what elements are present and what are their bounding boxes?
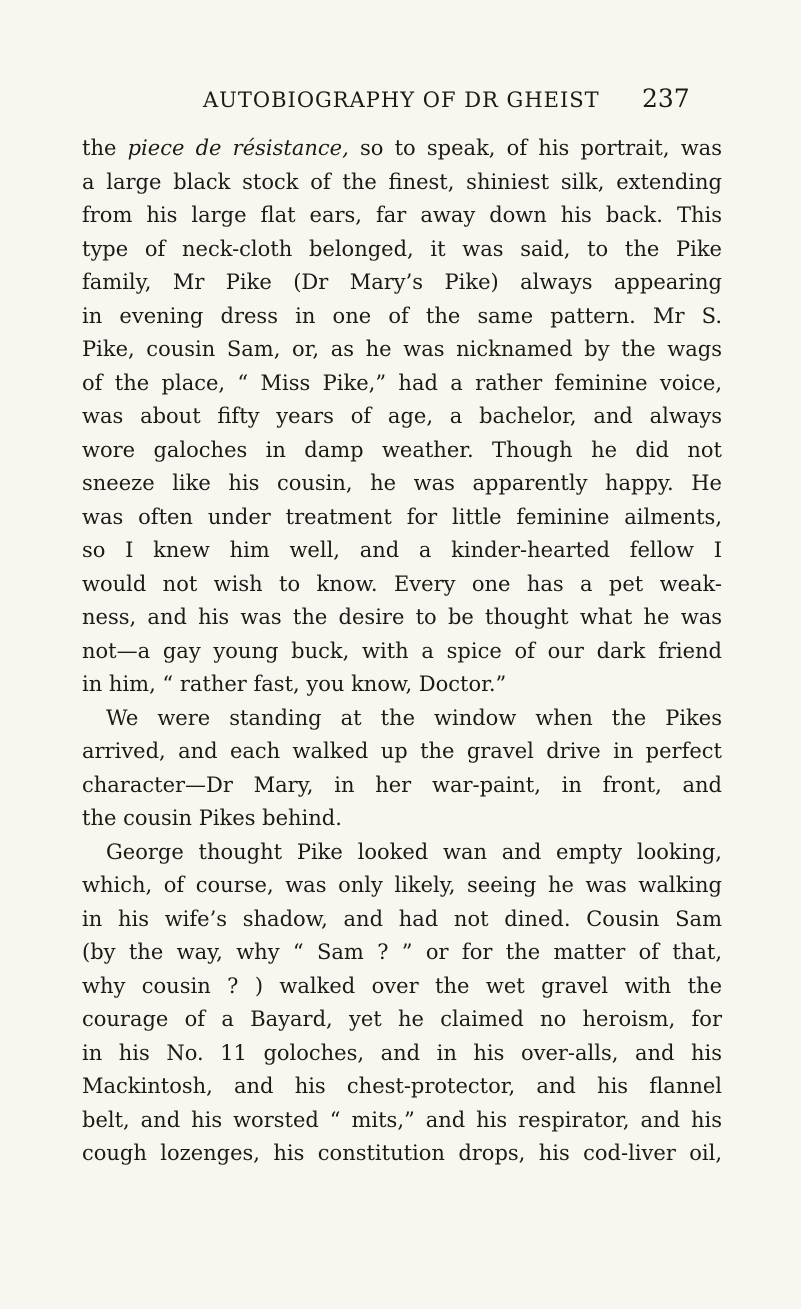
text-line: of the place, “ Miss Pike,” had a rather feminine voice, <box>82 370 722 395</box>
paragraph-start-line: George thought Pike looked wan and empty looking, <box>106 839 722 864</box>
text-line: so I knew him well, and a kinder-hearted fellow I <box>82 538 722 562</box>
text-line: Pike, cousin Sam, or, as he was nicknamed by the wags <box>82 337 722 361</box>
text-line: family, Mr Pike (Dr Mary’s Pike) always appearing <box>82 270 722 294</box>
paragraph-start-line: We were standing at the window when the Pikes <box>106 705 722 730</box>
text-line: ness, and his was the desire to be thought what he was <box>82 605 722 629</box>
text-line: cough lozenges, his constitution drops, his cod-liver oil, <box>82 1141 722 1165</box>
text-line: wore galoches in damp weather. Though he did not <box>82 437 722 462</box>
text-line: (by the way, why “ Sam ? ” or for the matter of that, <box>82 940 722 964</box>
text-line: in evening dress in one of the same pattern. Mr S. <box>82 303 722 328</box>
text-line: type of neck-cloth belonged, it was said, to the Pike <box>82 236 722 261</box>
text-line: a large black stock of the finest, shiniest silk, extending <box>82 169 722 194</box>
text-run: the <box>82 136 128 160</box>
text-line: why cousin ? ) walked over the wet gravel with the <box>82 973 722 998</box>
text-line: character—Dr Mary, in her war-paint, in front, and <box>82 772 722 797</box>
paragraph-end-line: in him, “ rather fast, you know, Doctor.” <box>82 672 507 696</box>
text-line <box>82 132 722 166</box>
text-line: would not wish to know. Every one has a pet weak- <box>82 571 722 596</box>
text-line: from his large flat ears, far away down his back. This <box>82 203 722 227</box>
text-line: courage of a Bayard, yet he claimed no heroism, for <box>82 1007 722 1031</box>
text-line: was often under treatment for little feminine ailments, <box>82 504 722 529</box>
text-line: not—a gay young buck, with a spice of our dark friend <box>82 638 722 663</box>
text-line: sneeze like his cousin, he was apparently happy. He <box>82 471 722 495</box>
page-number: 237 <box>642 84 690 113</box>
body-text <box>82 132 722 1171</box>
text-line: belt, and his worsted “ mits,” and his respirator, and his <box>82 1107 722 1132</box>
text-line: which, of course, was only likely, seeing he was walking <box>82 873 722 897</box>
italic-phrase: piece de résistance, <box>127 136 349 160</box>
text-line: Mackintosh, and his chest-protector, and his flannel <box>82 1074 722 1098</box>
text-line: in his wife’s shadow, and had not dined. Cousin Sam <box>82 906 722 931</box>
running-title: AUTOBIOGRAPHY OF DR GHEIST <box>203 88 600 112</box>
text-line: was about fifty years of age, a bachelor, and always <box>82 404 722 428</box>
text-line: arrived, and each walked up the gravel drive in perfect <box>82 739 722 763</box>
running-head <box>0 84 801 118</box>
paragraph-end-line: the cousin Pikes behind. <box>82 806 342 830</box>
text-run: so to speak, of his portrait, was <box>348 136 722 160</box>
text-line: in his No. 11 goloches, and in his over-alls, and his <box>82 1040 722 1065</box>
